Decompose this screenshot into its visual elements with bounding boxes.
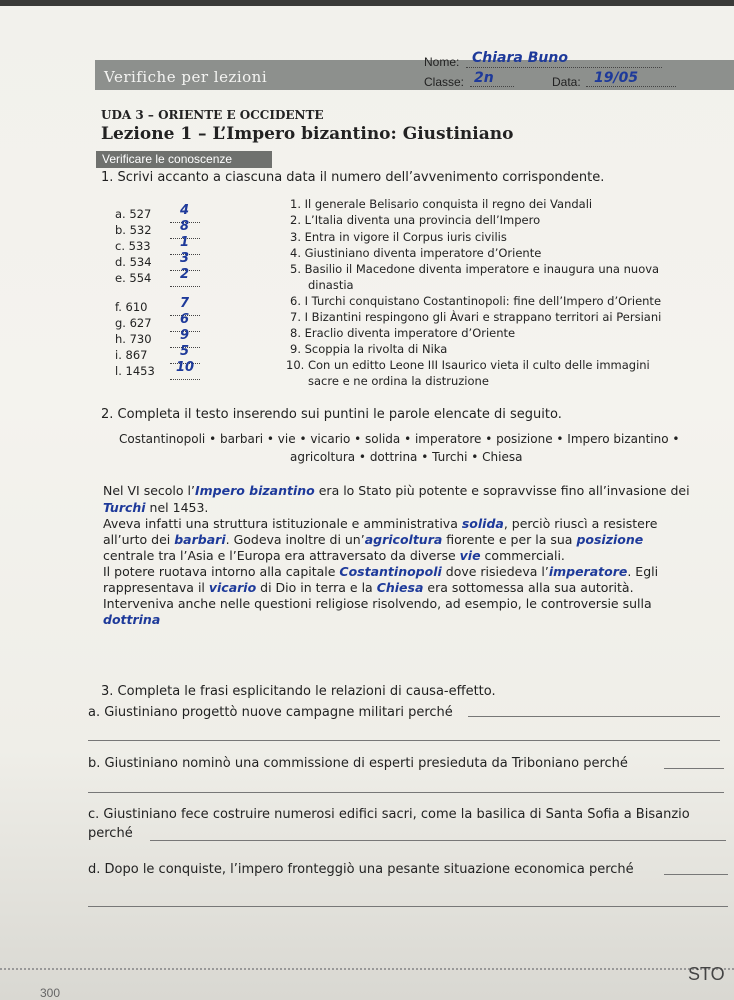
event-item: 2. L’Italia diventa una provincia dell’Impero	[290, 213, 541, 227]
date-answer: 7	[180, 296, 190, 311]
page-number: 300	[40, 986, 61, 1000]
event-item: 4. Giustiniano diventa imperatore d’Oriente	[290, 246, 542, 260]
cloze-text: commerciali.	[480, 548, 565, 563]
cloze-text: era lo Stato più potente e sopravvisse fino all’invasione dei	[314, 483, 690, 498]
date-answer: 1	[180, 235, 190, 250]
date-item: h. 730	[115, 332, 152, 346]
event-item: 5. Basilio il Macedone diventa imperatore e inaugura una nuova	[290, 262, 660, 276]
cloze-line	[103, 612, 160, 627]
cloze-line	[103, 483, 690, 498]
date-item: l. 1453	[115, 364, 155, 378]
ex3-prompt: 3. Completa le frasi esplicitando le relazioni di causa-effetto.	[101, 684, 496, 699]
cloze-fill: Chiesa	[376, 580, 424, 595]
date-answer: 10	[176, 360, 195, 375]
cloze-text: centrale tra l’Asia e l’Europa era attraversato da diverse	[103, 548, 460, 563]
word-bank-line1: Costantinopoli • barbari • vie • vicario • solida • imperatore • posizione • Impero bizantino •	[119, 432, 680, 446]
date-item: b. 532	[115, 223, 152, 237]
footer-divider	[0, 968, 734, 970]
cloze-text: Il potere ruotava intorno alla capitale	[103, 564, 340, 579]
cloze-line	[103, 564, 658, 579]
cloze-fill: posizione	[576, 532, 644, 547]
answer-line[interactable]	[150, 840, 726, 841]
event-item: 8. Eraclio diventa imperatore d’Oriente	[290, 326, 516, 340]
date-item: e. 554	[115, 271, 152, 285]
cloze-text: dove risiedeva l’	[441, 564, 549, 579]
cloze-fill: vicario	[208, 580, 257, 595]
cloze-line: Interveniva anche nelle questioni religiose risolvendo, ad esempio, le controversie sulla	[103, 596, 652, 611]
cloze-fill: agricoltura	[364, 532, 443, 547]
unit-label: UDA 3 – ORIENTE E OCCIDENTE	[101, 108, 324, 122]
ex3-item-a: a. Giustiniano progettò nuove campagne militari perché	[88, 705, 453, 720]
answer-line[interactable]	[88, 740, 720, 741]
date-item: a. 527	[115, 207, 152, 221]
top-edge	[0, 0, 734, 6]
event-item-cont: dinastia	[308, 278, 354, 292]
lesson-title: Lezione 1 – L’Impero bizantino: Giustiniano	[101, 124, 514, 144]
ex3-item-d: d. Dopo le conquiste, l’impero fronteggiò una pesante situazione economica perché	[88, 862, 634, 877]
date-answer: 9	[180, 328, 190, 343]
event-item: 10. Con un editto Leone III Isaurico vieta il culto delle immagini	[286, 358, 650, 372]
date-answer: 8	[180, 219, 190, 234]
section-badge: Verificare le conoscenze	[96, 151, 272, 168]
cloze-fill: Impero bizantino	[194, 483, 315, 498]
date-item: d. 534	[115, 255, 152, 269]
date-item: c. 533	[115, 239, 151, 253]
date-item: i. 867	[115, 348, 148, 362]
date-answer: 2	[180, 267, 190, 282]
answer-line[interactable]	[468, 716, 720, 717]
cloze-line	[103, 500, 208, 515]
answer-line[interactable]	[664, 768, 724, 769]
cloze-fill: vie	[459, 548, 481, 563]
cloze-line	[103, 516, 657, 531]
cloze-text: . Godeva inoltre di un’	[225, 532, 365, 547]
cloze-fill: imperatore	[548, 564, 628, 579]
event-item: 9. Scoppia la rivolta di Nika	[290, 342, 448, 356]
ex1-prompt: 1. Scrivi accanto a ciascuna data il numero dell’avvenimento corrispondente.	[101, 170, 605, 185]
ex2-prompt: 2. Completa il testo inserendo sui puntini le parole elencate di seguito.	[101, 407, 562, 422]
cloze-line	[103, 548, 565, 563]
classe-label: Classe:	[424, 75, 465, 89]
data-label: Data:	[552, 75, 581, 89]
ex3-item-c: c. Giustiniano fece costruire numerosi edifici sacri, come la basilica di Santa Sofia a Bisanzio	[88, 807, 690, 822]
cloze-text: , perciò riuscì a resistere	[503, 516, 658, 531]
answer-line[interactable]	[88, 906, 728, 907]
cloze-text: di Dio in terra e la	[256, 580, 377, 595]
date-answer: 3	[180, 251, 190, 266]
cloze-fill: barbari	[174, 532, 226, 547]
answer-line[interactable]	[88, 792, 724, 793]
cloze-text: era sottomessa alla sua autorità.	[423, 580, 634, 595]
date-item: f. 610	[115, 300, 148, 314]
cloze-text: fiorente e per la sua	[442, 532, 577, 547]
cloze-fill: solida	[461, 516, 504, 531]
nome-value: Chiara Buno	[472, 50, 568, 66]
cloze-fill: Costantinopoli	[339, 564, 442, 579]
cloze-text: Nel VI secolo l’	[103, 483, 195, 498]
nome-label: Nome:	[424, 55, 460, 69]
ex3-item-c-cont: perché	[88, 826, 133, 841]
cloze-fill: dottrina	[103, 612, 161, 627]
corner-label: STO	[688, 964, 725, 984]
classe-value: 2n	[474, 70, 494, 86]
cloze-fill: Turchi	[103, 500, 146, 515]
date-answer: 5	[180, 344, 190, 359]
event-item-cont: sacre e ne ordina la distruzione	[308, 374, 489, 388]
cloze-text: all’urto dei	[103, 532, 175, 547]
cloze-line	[103, 532, 643, 547]
event-item: 3. Entra in vigore il Corpus iuris civilis	[290, 230, 507, 244]
data-value: 19/05	[594, 70, 639, 86]
cloze-text: . Egli	[627, 564, 659, 579]
event-item: 7. I Bizantini respingono gli Àvari e strappano territori ai Persiani	[290, 310, 662, 324]
cloze-line	[103, 580, 634, 595]
cloze-text: Aveva infatti una struttura istituzionale e amministrativa	[103, 516, 462, 531]
answer-line[interactable]	[664, 874, 728, 875]
event-item: 6. I Turchi conquistano Costantinopoli: fine dell’Impero d’Oriente	[290, 294, 662, 308]
date-answer: 4	[180, 203, 190, 218]
date-item: g. 627	[115, 316, 152, 330]
worksheet-title: Verifiche per lezioni	[104, 68, 268, 86]
cloze-text: nel 1453.	[145, 500, 209, 515]
word-bank-line2: agricoltura • dottrina • Turchi • Chiesa	[290, 450, 523, 464]
ex3-item-b: b. Giustiniano nominò una commissione di esperti presieduta da Triboniano perché	[88, 756, 628, 771]
date-answer: 6	[180, 312, 190, 327]
cloze-text: rappresentava il	[103, 580, 209, 595]
event-item: 1. Il generale Belisario conquista il regno dei Vandali	[290, 197, 593, 211]
